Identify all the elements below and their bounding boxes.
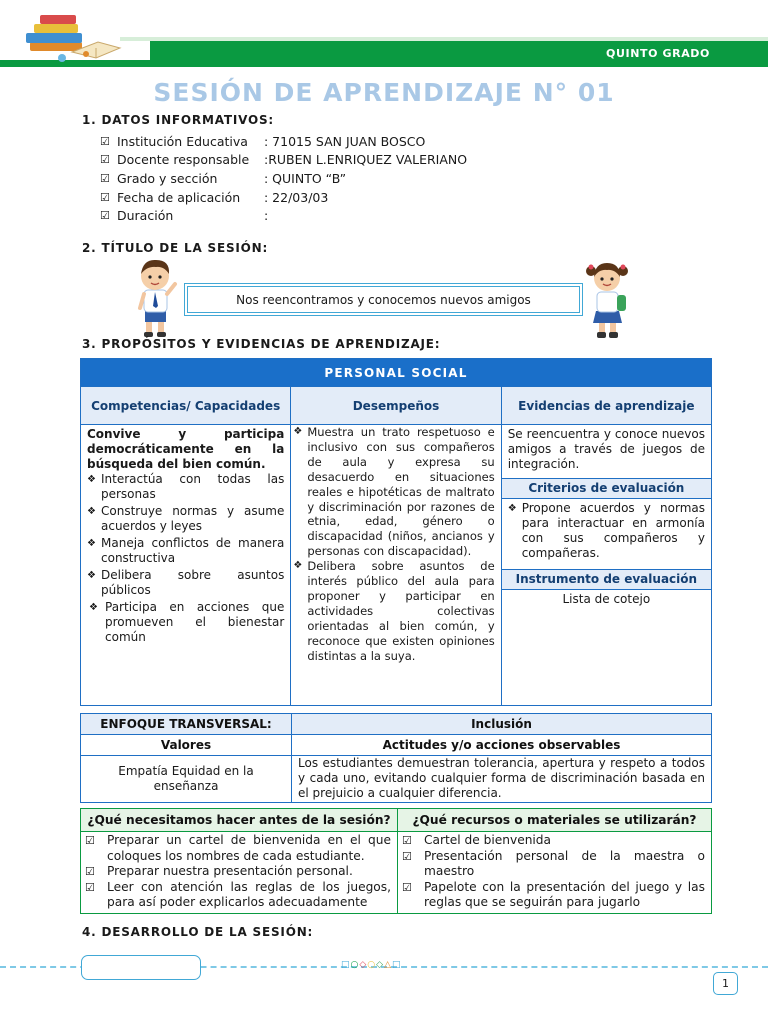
datos-label: Grado y sección (117, 170, 218, 186)
list-item: ☑ Leer con atención las reglas de los juegos, para así poder explicarlos adecuadamente (85, 879, 391, 910)
diamond-bullet-icon: ❖ (87, 570, 96, 581)
checkbox-icon: ☑ (100, 153, 110, 167)
section-propositos-heading: 3. PROPÓSITOS Y EVIDENCIAS DE APRENDIZAJE: (82, 337, 441, 351)
section-titulo-heading: 2. TÍTULO DE LA SESIÓN: (82, 241, 269, 255)
datos-value: :RUBEN L.ENRIQUEZ VALERIANO (264, 152, 468, 168)
section-desarrollo-heading: 4. DESARROLLO DE LA SESIÓN: (82, 925, 314, 939)
checkbox-icon: ☑ (85, 834, 95, 847)
prep-head-right: ¿Qué recursos o materiales se utilizarán? (397, 809, 711, 831)
list-item: ☑ Presentación personal de la maestra o maestro (402, 848, 705, 879)
capacidad-item: ❖ Delibera sobre asuntos públicos (87, 568, 285, 597)
table-body-row (81, 424, 711, 705)
area-band: PERSONAL SOCIAL (81, 359, 711, 386)
prep-head-left: ¿Qué necesitamos hacer antes de la sesión? (81, 809, 397, 831)
header-competencias: Competencias/ Capacidades (81, 387, 290, 424)
checkbox-icon: ☑ (402, 834, 412, 847)
datos-value: : (264, 208, 269, 224)
checkbox-icon: ☑ (85, 865, 95, 879)
datos-row (100, 206, 467, 225)
list-item: ☑ Preparar un cartel de bienvenida en el que coloques los nombres de cada estudiante. (85, 833, 391, 863)
datos-value: : QUINTO “B” (264, 170, 347, 186)
diamond-bullet-icon: ❖ (89, 602, 98, 613)
criterios-heading: Criterios de evaluación (502, 478, 711, 499)
list-item: ☑ Preparar nuestra presentación personal. (85, 864, 353, 879)
datos-list (100, 132, 467, 225)
diamond-bullet-icon: ❖ (293, 426, 303, 437)
list-item: ☑ Papelote con la presentación del juego y las reglas que se seguirán para jugarlo (402, 879, 705, 910)
decorative-shapes-icon: □○◇○◇△□ (341, 960, 402, 970)
page-number: 1 (713, 972, 738, 995)
evidencias-cell (501, 425, 711, 705)
session-title: Nos reencontramos y conocemos nuevos amigos (187, 286, 580, 313)
diamond-bullet-icon: ❖ (87, 538, 96, 549)
enfoque-table (80, 713, 712, 803)
header-desempenos: Desempeños (290, 387, 500, 424)
checkbox-icon: ☑ (402, 849, 412, 863)
datos-value: : 71015 SAN JUAN BOSCO (264, 133, 426, 149)
enfoque-body-row (81, 755, 711, 802)
datos-label: Docente responsable (117, 152, 250, 168)
table-header-row (81, 386, 711, 424)
diamond-bullet-icon: ❖ (87, 506, 96, 517)
datos-row (100, 188, 467, 207)
diamond-bullet-icon: ❖ (293, 560, 303, 572)
page-title: SESIÓN DE APRENDIZAJE N° 01 (153, 78, 615, 107)
desempeno-item: ❖ Delibera sobre asuntos de interés público del aula para proponer y participar en actividades colectivas orientadas al bien común, y reconoce que existen opiniones distintas a la suya. (293, 559, 495, 663)
actitudes-heading: Actitudes y/o acciones observables (291, 735, 711, 755)
prep-body-row (81, 832, 711, 913)
checkbox-icon: ☑ (100, 209, 110, 223)
valores-text: Empatía Equidad en la enseñanza (118, 764, 254, 793)
footer-tab (81, 955, 201, 980)
checkbox-icon: ☑ (402, 880, 412, 894)
grade-label: QUINTO GRADO (606, 47, 710, 60)
capacidad-item: ❖ Maneja conflictos de manera constructiva (87, 536, 285, 565)
propositos-table (80, 358, 712, 706)
datos-row (100, 169, 467, 188)
instrumento-text: Lista de cotejo (562, 592, 651, 606)
valores-heading: Valores (81, 735, 291, 755)
actitudes-text: Los estudiantes demuestran tolerancia, apertura y respeto a todos y cada uno, evitando cualquier forma de discriminación basada en el prejuicio a cualquier diferencia. (291, 756, 711, 802)
datos-row (100, 132, 467, 151)
prep-head-row (81, 809, 711, 832)
session-title-box (184, 283, 583, 316)
preparacion-table (80, 808, 712, 914)
enfoque-name: Inclusión (291, 714, 711, 734)
section-datos-heading: 1. DATOS INFORMATIVOS: (82, 113, 275, 127)
capacidad-item: ❖ Construye normas y asume acuerdos y leyes (87, 504, 285, 533)
enfoque-head-row (81, 734, 711, 755)
datos-value: : 22/03/03 (264, 189, 329, 205)
capacidad-item: ❖ Participa en acciones que promueven el bienestar común (89, 600, 285, 644)
datos-label: Fecha de aplicación (117, 189, 241, 205)
capacidad-item: ❖ Interactúa con todas las personas (87, 472, 285, 501)
enfoque-label: ENFOQUE TRANSVERSAL: (81, 714, 291, 734)
checkbox-icon: ☑ (100, 171, 110, 185)
checkbox-icon: ☑ (100, 134, 110, 148)
books-logo-icon (12, 8, 124, 64)
checkbox-icon: ☑ (85, 880, 95, 894)
instrumento-heading: Instrumento de evaluación (502, 569, 711, 590)
prep-right-list (397, 832, 711, 913)
checkbox-icon: ☑ (100, 190, 110, 204)
desempenos-cell (290, 425, 500, 705)
prep-left-list (81, 832, 397, 913)
competencia-title: Convive y participa democráticamente en la búsqueda del bien común. (87, 427, 285, 471)
desempeno-item: ❖ Muestra un trato respetuoso e inclusivo con sus compañeros de aula y expresa su desacuerdo en situaciones reales e hipotéticas de maltrato y discriminación por razones de etnia, edad, género o discapacidad (niños, ancianos y personas con discapacidad). (293, 425, 495, 559)
diamond-bullet-icon: ❖ (507, 503, 517, 514)
list-item: ☑ Cartel de bienvenida (402, 833, 552, 847)
girl-illustration-icon (582, 255, 632, 339)
diamond-bullet-icon: ❖ (87, 474, 96, 485)
datos-row (100, 151, 467, 170)
boy-illustration-icon (134, 254, 178, 338)
header-evidencias: Evidencias de aprendizaje (501, 387, 711, 424)
datos-label: Duración (117, 208, 174, 224)
enfoque-row (81, 714, 711, 734)
evidencia-text: Se reencuentra y conoce nuevos amigos a través de juegos de integración. (507, 427, 705, 471)
criterio-item: ❖ Propone acuerdos y normas para interactuar en armonía con sus compañeros y compañeras. (502, 499, 711, 569)
datos-label: Institución Educativa (117, 133, 248, 149)
competencias-cell (81, 425, 290, 705)
